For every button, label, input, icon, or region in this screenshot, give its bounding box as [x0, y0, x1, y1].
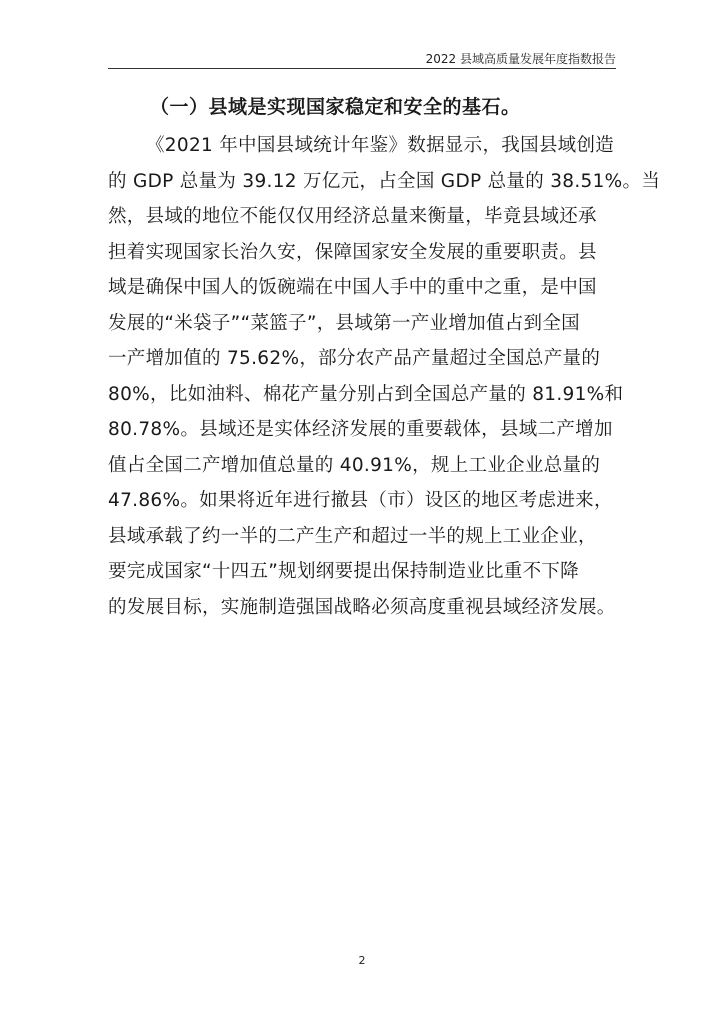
paragraph-line: 47.86%。如果将近年进行撤县（市）设区的地区考虑进来，: [108, 490, 613, 511]
paragraph-line: 域是确保中国人的饭碗端在中国人手中的重中之重，是中国: [108, 277, 597, 298]
paragraph-line: 80%，比如油料、棉花产量分别占到全国总产量的 81.91%和: [108, 383, 624, 405]
paragraph-line: 的发展目标，实施制造强国战略必须高度重视县域经济发展。: [108, 596, 616, 618]
header-rule: [108, 68, 616, 69]
paragraph-line: 担着实现国家长治久安，保障国家安全发展的重要职责。县: [108, 241, 597, 263]
body-paragraph: [108, 128, 661, 625]
paragraph-line: 然，县域的地位不能仅仅用经济总量来衡量，毕竟县域还承: [108, 206, 597, 227]
paragraph-line: 《2021 年中国县域统计年鉴》数据显示，我国县域创造: [146, 135, 615, 156]
running-header: 2022 县域高质量发展年度指数报告: [425, 52, 616, 66]
page-number: 2: [358, 954, 366, 967]
paragraph-line: 的 GDP 总量为 39.12 万亿元，占全国 GDP 总量的 38.51%。当: [108, 170, 661, 192]
paragraph-line: 县域承载了约一半的二产生产和超过一半的规上工业企业，: [108, 525, 597, 547]
section-heading: （一）县域是实现国家稳定和安全的基石。: [150, 96, 521, 118]
paragraph-line: 80.78%。县域还是实体经济发展的重要载体，县域二产增加: [108, 419, 613, 440]
paragraph-line: 发展的“米袋子”“菜篮子”，县域第一产业增加值占到全国: [108, 312, 580, 334]
paragraph-line: 值占全国二产增加值总量的 40.91%，规上工业企业总量的: [108, 454, 601, 476]
paragraph-line: 一产增加值的 75.62%，部分农产品产量超过全国总产量的: [108, 348, 601, 369]
paragraph-line: 要完成国家“十四五”规划纲要提出保持制造业比重不下降: [108, 561, 579, 582]
